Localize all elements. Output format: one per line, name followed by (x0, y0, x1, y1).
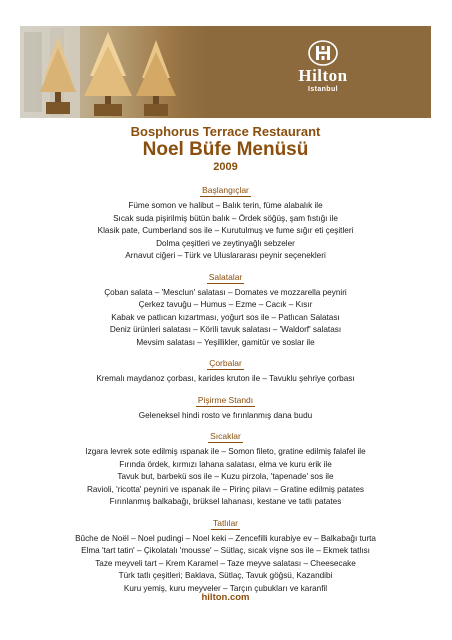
menu-item: Elma 'tart tatin' – Çikolatalı 'mousse' – Sütlaç, sıcak vişne sos ile – Ekmek tatlısı (81, 546, 370, 555)
logo-brand-text: Hilton (298, 66, 348, 85)
hilton-logo (282, 40, 364, 110)
section-title: Başlangıçlar (202, 185, 249, 195)
menu-item: Arnavut ciğeri – Türk ve Uluslararası peynir seçenekleri (125, 251, 326, 260)
menu-item: Ravioli, 'ricotta' peyniri ve ıspanak ile – Pirinç pilavı – Gratine edilmiş patates (86, 484, 365, 494)
header-gradient (170, 26, 260, 118)
menu-item: Fırınlanmış balkabağı, brüksel lahanası, kestane ve tatlı patates (109, 497, 342, 506)
menu-item: Fırında ördek, kırmızı lahana salatası, elma ve kuru erik ile (119, 459, 332, 469)
section-tatlilar (20, 513, 431, 596)
menu-item: Izgara levrek sote edilmiş ıspanak ile – Somon fileto, gratine edilmiş falafel ile (85, 447, 366, 456)
section-title: Salatalar (208, 271, 243, 282)
menu-item: Dolma çeşitleri ve zeytinyağlı sebzeler (156, 238, 295, 248)
menu-title: Noel Büfe Menüsü (142, 139, 309, 160)
section-pisirme-standi (20, 390, 431, 423)
menu-item: Taze meyveli tart – Krem Karamel – Taze meyve salatası – Cheesecake (95, 558, 356, 568)
menu-item: Geleneksel hindi rosto ve fırınlanmış dana budu (138, 410, 313, 420)
menu-item: Çerkez tavuğu – Humus – Ezme – Cacık – Kısır (138, 300, 313, 309)
menu-item: Kabak ve patlıcan kızartması, yoğurt sos ile – Patlıcan Salatası (111, 312, 340, 322)
header-banner (20, 26, 431, 118)
footer-website-link[interactable]: hilton.com (201, 592, 250, 603)
section-salatalar (20, 267, 431, 350)
menu-item: Bûche de Noël – Noel pudingi – Noel keki – Zencefilli kurabiye ev – Balkabağı turta (75, 533, 376, 543)
restaurant-name: Bosphorus Terrace Restaurant (130, 124, 321, 139)
menu-item: Kuru yemiş, kuru meyveler – Tarçın çubukları ve karanfil (123, 583, 328, 593)
section-corbalar (20, 353, 431, 386)
menu-item: Deniz ürünleri salatası – Körili tavuk salatası – 'Waldorf' salatası (109, 325, 342, 334)
menu-item: Klasik pate, Cumberland sos ile – Kurutulmuş ve fume sığır eti çeşitleri (97, 226, 354, 235)
section-title: Tatlılar (212, 517, 239, 528)
logo-city-text: Istanbul (307, 86, 339, 93)
section-title: Sıcaklar (210, 431, 241, 441)
menu-item: Sıcak suda pişirilmiş bütün balık – Ördek söğüş, şam fıstığı ile (113, 213, 338, 223)
section-baslangiclar (20, 180, 431, 263)
menu-content (20, 124, 431, 595)
section-sicaklar (20, 426, 431, 509)
menu-item: Kremalı maydanoz çorbası, karides kruton ile – Tavuklu şehriye çorbası (96, 374, 355, 383)
menu-item: Tavuk but, barbekü sos ile – Kuzu pirzola, 'tapenade' sos ile (117, 472, 334, 481)
section-title: Pişirme Standı (197, 394, 254, 405)
menu-year: 2009 (213, 161, 238, 173)
menu-item: Türk tatlı çeşitleri; Baklava, Sütlaç, Tavuk göğsü, Kazandibi (118, 571, 333, 580)
menu-item: Füme somon ve halibut – Balık terin, füme alabalık ile (128, 201, 323, 210)
hilton-h-emblem-icon (308, 40, 338, 66)
menu-item: Mevsim salatası – Yeşillikler, gamitür ve soslar ile (136, 337, 315, 347)
section-title: Çorbalar (209, 358, 242, 368)
menu-item: Çoban salata – 'Mesclun' salatası – Domates ve mozzarella peyniri (104, 287, 347, 297)
